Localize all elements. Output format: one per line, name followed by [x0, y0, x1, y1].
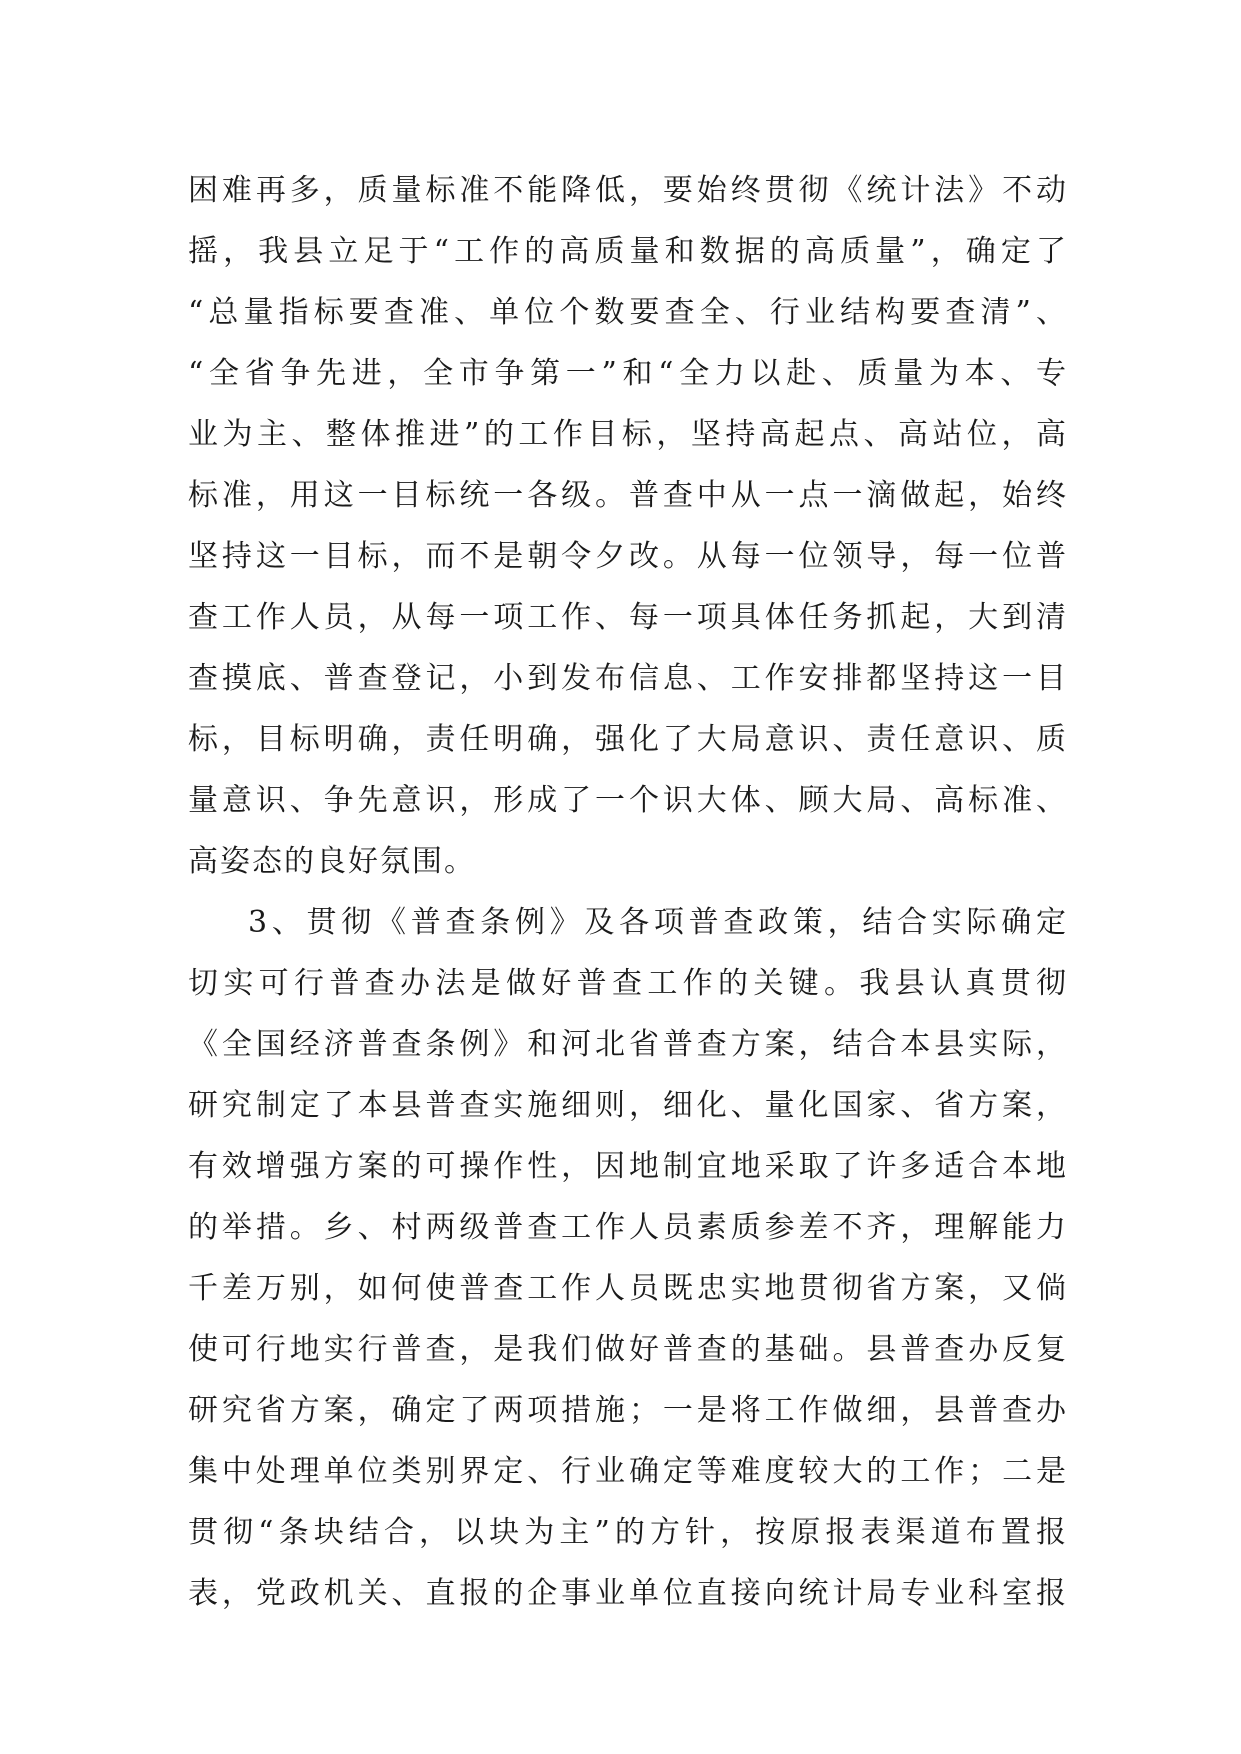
text-line: 有效增强方案的可操作性，因地制宜地采取了许多适合本地 [188, 1149, 1068, 1184]
text-line: 切实可行普查办法是做好普查工作的关键。我县认真贯彻 [188, 966, 1068, 1001]
text-line: 研究省方案，确定了两项措施；一是将工作做细，县普查办 [188, 1393, 1068, 1428]
text-line: “全省争先进，全市争第一”和“全力以赴、质量为本、专 [188, 356, 1068, 391]
text-line: 集中处理单位类别界定、行业确定等难度较大的工作；二是 [188, 1454, 1068, 1489]
text-line: 量意识、争先意识，形成了一个识大体、顾大局、高标准、 [188, 783, 1068, 818]
text-line: 千差万别，如何使普查工作人员既忠实地贯彻省方案，又倘 [188, 1271, 1068, 1306]
text-line: “总量指标要查准、单位个数要查全、行业结构要查清”、 [188, 295, 1068, 330]
text-line: 坚持这一目标，而不是朝令夕改。从每一位领导，每一位普 [188, 539, 1068, 574]
text-line: 摇，我县立足于“工作的高质量和数据的高质量”，确定了 [188, 234, 1068, 269]
document-body [188, 160, 1068, 1624]
text-line: 高姿态的良好氛围。 [188, 844, 476, 879]
text-line: 标准，用这一目标统一各级。普查中从一点一滴做起，始终 [188, 478, 1068, 513]
text-line: 表，党政机关、直报的企事业单位直接向统计局专业科室报 [188, 1576, 1068, 1611]
text-line: 查工作人员，从每一项工作、每一项具体任务抓起，大到清 [188, 600, 1068, 635]
text-line: 业为主、整体推进”的工作目标，坚持高起点、高站位，高 [188, 417, 1068, 452]
text-line: 3、贯彻《普查条例》及各项普查政策，结合实际确定 [248, 905, 1068, 940]
text-line: 研究制定了本县普查实施细则，细化、量化国家、省方案， [188, 1088, 1068, 1123]
text-line: 贯彻“条块结合，以块为主”的方针，按原报表渠道布置报 [188, 1515, 1068, 1550]
text-line: 的举措。乡、村两级普查工作人员素质参差不齐，理解能力 [188, 1210, 1068, 1245]
paragraph-census-regulations [188, 892, 1068, 1624]
text-line: 困难再多，质量标准不能降低，要始终贯彻《统计法》不动 [188, 173, 1068, 208]
paragraph-quality-goal [188, 160, 1068, 892]
text-line: 查摸底、普查登记，小到发布信息、工作安排都坚持这一目 [188, 661, 1068, 696]
text-line: 标，目标明确，责任明确，强化了大局意识、责任意识、质 [188, 722, 1068, 757]
text-line: 使可行地实行普查，是我们做好普查的基础。县普查办反复 [188, 1332, 1068, 1367]
text-line: 《全国经济普查条例》和河北省普查方案，结合本县实际， [188, 1027, 1068, 1062]
